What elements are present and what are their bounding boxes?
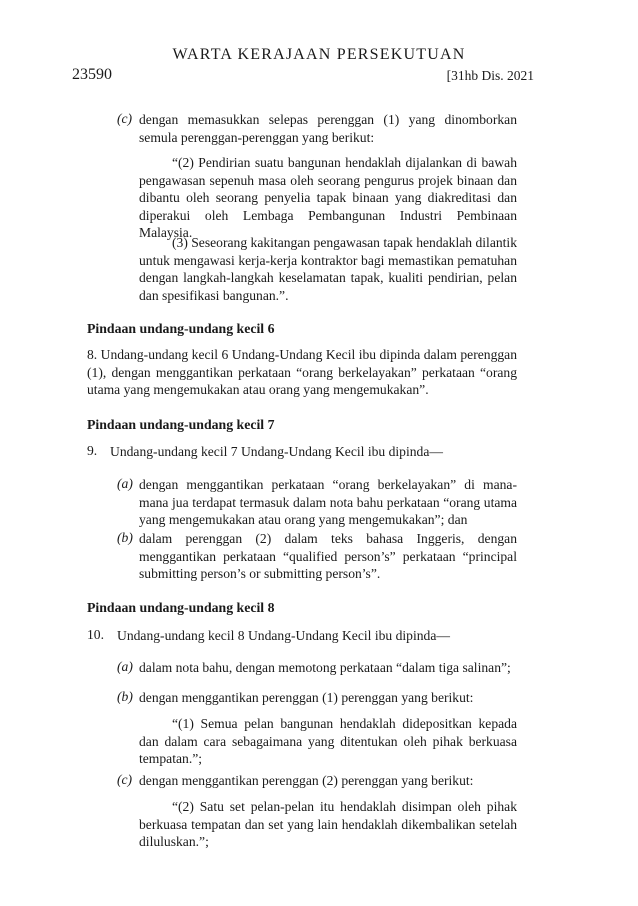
- item-9b-text: dalam perenggan (2) dalam teks bahasa Inggeris, dengan menggantikan perkataan “qualified person’s” perkataan “principal submitting person’s or submitting person’s”.: [139, 531, 517, 582]
- paragraph-9: Undang-undang kecil 7 Undang-Undang Kecil ibu dipinda—: [110, 444, 443, 459]
- quote-10b-subsection-1: “(1) Semua pelan bangunan hendaklah didepositkan kepada dan dalam cara sebagaimana yang ditentukan oleh pihak berkuasa tempatan.”;: [139, 716, 517, 767]
- page-number: 23590: [72, 66, 112, 83]
- paragraph-8: 8. Undang-undang kecil 6 Undang-Undang Kecil ibu dipinda dalam perenggan (1), dengan menggantikan perkataan “orang berkelayakan” perkataan “orang utama yang mengemukakan atau orang yang mengemukakan”.: [87, 347, 517, 398]
- item-10a-text: dalam nota bahu, dengan memotong perkataan “dalam tiga salinan”;: [139, 660, 511, 675]
- paragraph-10-number: 10.: [87, 627, 104, 642]
- item-10b-label: (b): [117, 689, 133, 704]
- quote-subsection-2: “(2) Pendirian suatu bangunan hendaklah dijalankan di bawah pengawasan sepenuh masa oleh seorang pengurus projek binaan dan dibantu oleh seorang penyelia tapak binaan yang diakreditasi dan diperakui oleh Lembaga Pembangunan Industri Pembinaan Malaysia.: [139, 155, 517, 241]
- section-heading-8: Pindaan undang-undang kecil 8: [87, 600, 275, 615]
- item-10a-label: (a): [117, 659, 133, 674]
- quote-10c-subsection-2: “(2) Satu set pelan-pelan itu hendaklah disimpan oleh pihak berkuasa tempatan dan set yang lain hendaklah dikembalikan setelah diluluskan.”;: [139, 799, 517, 850]
- item-10c-label: (c): [117, 772, 133, 787]
- item-10c-text: dengan menggantikan perenggan (2) perenggan yang berikut:: [139, 773, 474, 788]
- item-9a-label: (a): [117, 476, 133, 491]
- item-10b-text: dengan menggantikan perenggan (1) perenggan yang berikut:: [139, 690, 474, 705]
- item-c-text: dengan memasukkan selepas perenggan (1) yang dinomborkan semula perenggan-perenggan yang berikut:: [139, 112, 517, 145]
- item-c-label: (c): [117, 111, 133, 126]
- quote-subsection-3: (3) Seseorang kakitangan pengawasan tapak hendaklah dilantik untuk mengawasi kerja-kerja kontraktor bagi memastikan pematuhan dengan langkah-langkah keselamatan tapak, kualiti pendirian, pelan dan spesifikasi bangunan.”.: [139, 235, 518, 303]
- paragraph-10: Undang-undang kecil 8 Undang-Undang Kecil ibu dipinda—: [117, 628, 450, 643]
- item-9b-label: (b): [117, 530, 133, 545]
- paragraph-9-number: 9.: [87, 443, 98, 458]
- item-9a-text: dengan menggantikan perkataan “orang berkelayakan” di mana-mana jua terdapat termasuk dalam nota bahu perkataan “orang utama yang mengemukakan atau orang yang mengemukakan”; dan: [139, 477, 517, 528]
- gazette-title: WARTA KERAJAAN PERSEKUTUAN: [172, 46, 466, 63]
- section-heading-7: Pindaan undang-undang kecil 7: [87, 417, 275, 432]
- date-reference: [31hb Dis. 2021: [446, 68, 534, 83]
- section-heading-6: Pindaan undang-undang kecil 6: [87, 321, 275, 336]
